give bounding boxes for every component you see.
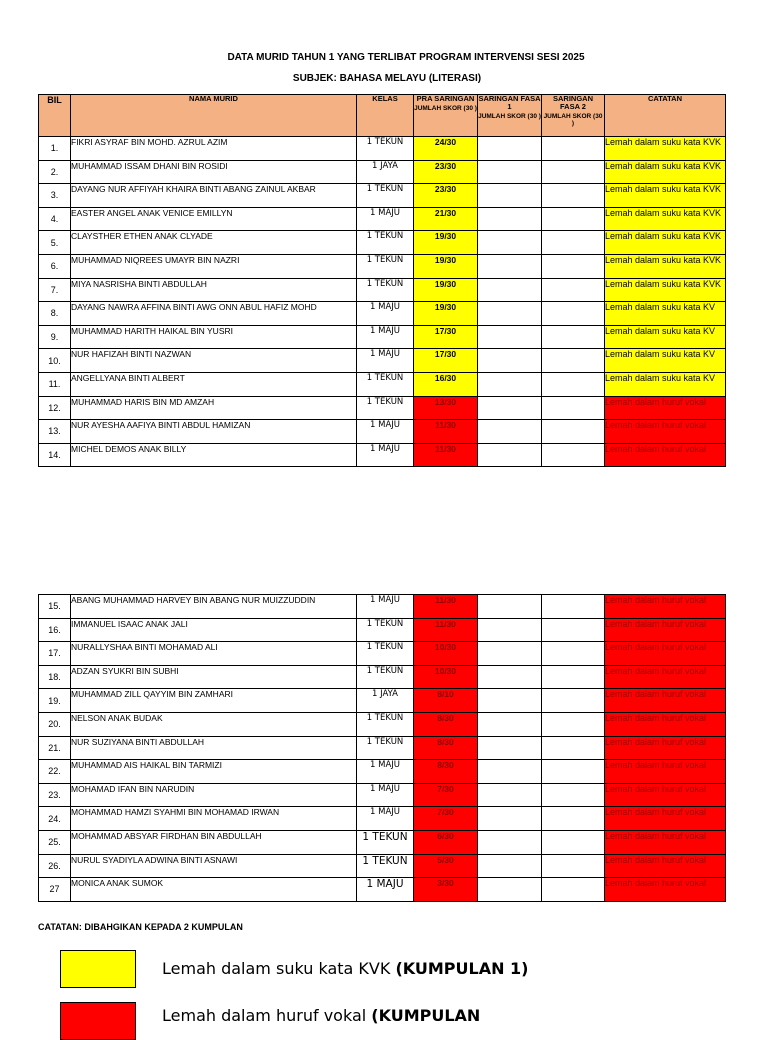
cell-kelas: 1 MAJU (357, 302, 414, 326)
table-row (39, 396, 726, 420)
cell-kelas: 1 TEKUN (357, 254, 414, 278)
cell-fasa-1 (478, 160, 542, 184)
legend-1-text: Lemah dalam suku kata KVK (162, 959, 391, 978)
cell-pra-saringan: 17/30 (414, 349, 478, 373)
cell-nama: ABANG MUHAMMAD HARVEY BIN ABANG NUR MUIZZUDDIN (71, 595, 357, 619)
table-row (39, 595, 726, 619)
table1-body (39, 137, 726, 467)
cell-pra-saringan: 8/30 (414, 712, 478, 736)
cell-fasa-1 (478, 642, 542, 666)
cell-pra-saringan: 8/10 (414, 689, 478, 713)
cell-bil: 14. (39, 443, 71, 467)
table-row (39, 278, 726, 302)
cell-nama: NUR AYESHA AAFIYA BINTI ABDUL HAMIZAN (71, 420, 357, 444)
cell-nama: IMMANUEL ISAAC ANAK JALI (71, 618, 357, 642)
cell-bil: 17. (39, 642, 71, 666)
cell-bil: 15. (39, 595, 71, 619)
cell-pra-saringan: 11/30 (414, 618, 478, 642)
cell-fasa-1 (478, 137, 542, 161)
cell-kelas: 1 TEKUN (357, 184, 414, 208)
cell-kelas: 1 TEKUN (357, 396, 414, 420)
cell-fasa-2 (542, 760, 605, 784)
cell-nama: MONICA ANAK SUMOK (71, 878, 357, 902)
cell-pra-saringan: 23/30 (414, 160, 478, 184)
table-row (39, 443, 726, 467)
cell-nama: DAYANG NUR AFFIYAH KHAIRA BINTI ABANG ZAINUL AKBAR (71, 184, 357, 208)
cell-fasa-1 (478, 443, 542, 467)
cell-fasa-2 (542, 642, 605, 666)
cell-nama: EASTER ANGEL ANAK VENICE EMILLYN (71, 207, 357, 231)
cell-nama: NUR SUZIYANA BINTI ABDULLAH (71, 736, 357, 760)
legend-label-kumpulan-2 (162, 1006, 480, 1025)
cell-catatan: Lemah dalam huruf vokal (605, 854, 726, 878)
cell-bil: 24. (39, 807, 71, 831)
cell-catatan: Lemah dalam suku kata KVK (605, 254, 726, 278)
cell-pra-saringan: 23/30 (414, 184, 478, 208)
cell-kelas: 1 MAJU (357, 807, 414, 831)
student-table-part-1 (38, 94, 726, 467)
cell-bil: 27 (39, 878, 71, 902)
cell-kelas: 1 MAJU (357, 349, 414, 373)
cell-pra-saringan: 13/30 (414, 396, 478, 420)
table-row (39, 665, 726, 689)
cell-fasa-2 (542, 231, 605, 255)
table-row (39, 137, 726, 161)
cell-nama: MUHAMMAD HARIS BIN MD AMZAH (71, 396, 357, 420)
cell-fasa-1 (478, 372, 542, 396)
cell-pra-saringan: 3/30 (414, 878, 478, 902)
cell-pra-saringan: 19/30 (414, 302, 478, 326)
cell-fasa-1 (478, 254, 542, 278)
table-row (39, 712, 726, 736)
cell-bil: 13. (39, 420, 71, 444)
cell-nama: MUHAMMAD AIS HAIKAL BIN TARMIZI (71, 760, 357, 784)
cell-pra-saringan: 10/30 (414, 642, 478, 666)
cell-fasa-1 (478, 618, 542, 642)
cell-bil: 22. (39, 760, 71, 784)
table-row (39, 736, 726, 760)
table-row (39, 642, 726, 666)
table-row (39, 302, 726, 326)
cell-nama: NELSON ANAK BUDAK (71, 712, 357, 736)
header-fasa1-sub: JUMLAH SKOR (30 ) (478, 113, 541, 120)
header-pra-label: PRA SARINGAN (416, 94, 475, 103)
cell-fasa-2 (542, 420, 605, 444)
cell-kelas: 1 TEKUN (357, 137, 414, 161)
cell-nama: ADZAN SYUKRI BIN SUBHI (71, 665, 357, 689)
cell-fasa-2 (542, 807, 605, 831)
cell-fasa-2 (542, 302, 605, 326)
cell-bil: 23. (39, 783, 71, 807)
cell-nama: MOHAMMAD ABSYAR FIRDHAN BIN ABDULLAH (71, 830, 357, 854)
cell-kelas: 1 MAJU (357, 878, 414, 902)
cell-catatan: Lemah dalam huruf vokal (605, 830, 726, 854)
cell-bil: 10. (39, 349, 71, 373)
cell-fasa-1 (478, 278, 542, 302)
table-row (39, 618, 726, 642)
cell-kelas: 1 JAYA (357, 689, 414, 713)
cell-catatan: Lemah dalam suku kata KVK (605, 184, 726, 208)
table-row (39, 807, 726, 831)
header-fasa2-label: SARINGAN FASA 2 (552, 94, 593, 111)
cell-pra-saringan: 5/30 (414, 854, 478, 878)
legend-2-bold: (KUMPULAN (371, 1006, 481, 1025)
cell-nama: MUHAMMAD ISSAM DHANI BIN ROSIDI (71, 160, 357, 184)
cell-fasa-2 (542, 595, 605, 619)
table-row (39, 783, 726, 807)
cell-fasa-2 (542, 160, 605, 184)
cell-bil: 25. (39, 830, 71, 854)
cell-fasa-1 (478, 184, 542, 208)
cell-nama: DAYANG NAWRA AFFINA BINTI AWG ONN ABUL HAFIZ MOHD (71, 302, 357, 326)
cell-bil: 16. (39, 618, 71, 642)
table-row (39, 689, 726, 713)
header-pra-saringan (414, 95, 478, 137)
header-bil: BIL (39, 95, 71, 137)
cell-fasa-2 (542, 665, 605, 689)
cell-bil: 12. (39, 396, 71, 420)
cell-fasa-2 (542, 712, 605, 736)
cell-kelas: 1 TEKUN (357, 231, 414, 255)
header-fasa2-sub: JUMLAH SKOR (30 ) (543, 113, 603, 127)
table-row (39, 372, 726, 396)
cell-fasa-1 (478, 595, 542, 619)
legend-swatch-kumpulan-2 (60, 1002, 136, 1040)
cell-catatan: Lemah dalam suku kata KVK (605, 207, 726, 231)
cell-pra-saringan: 19/30 (414, 278, 478, 302)
cell-kelas: 1 TEKUN (357, 665, 414, 689)
cell-kelas: 1 TEKUN (357, 712, 414, 736)
cell-pra-saringan: 17/30 (414, 325, 478, 349)
cell-pra-saringan: 11/30 (414, 443, 478, 467)
cell-fasa-2 (542, 278, 605, 302)
cell-fasa-1 (478, 231, 542, 255)
header-nama: NAMA MURID (71, 95, 357, 137)
cell-catatan: Lemah dalam huruf vokal (605, 618, 726, 642)
cell-nama: CLAYSTHER ETHEN ANAK CLYADE (71, 231, 357, 255)
cell-fasa-1 (478, 325, 542, 349)
cell-fasa-2 (542, 207, 605, 231)
cell-kelas: 1 TEKUN (357, 278, 414, 302)
cell-pra-saringan: 16/30 (414, 372, 478, 396)
cell-nama: MIYA NASRISHA BINTI ABDULLAH (71, 278, 357, 302)
cell-bil: 3. (39, 184, 71, 208)
cell-fasa-1 (478, 665, 542, 689)
cell-pra-saringan: 10/30 (414, 665, 478, 689)
cell-catatan: Lemah dalam huruf vokal (605, 760, 726, 784)
legend-2-text: Lemah dalam huruf vokal (162, 1006, 367, 1025)
cell-kelas: 1 TEKUN (357, 830, 414, 854)
cell-kelas: 1 MAJU (357, 420, 414, 444)
header-fasa1-label: SARINGAN FASA 1 (478, 94, 541, 111)
cell-nama: ANGELLYANA BINTI ALBERT (71, 372, 357, 396)
cell-fasa-2 (542, 349, 605, 373)
cell-nama: FIKRI ASYRAF BIN MOHD. AZRUL AZIM (71, 137, 357, 161)
cell-catatan: Lemah dalam suku kata KVK (605, 278, 726, 302)
cell-fasa-2 (542, 736, 605, 760)
table-row (39, 420, 726, 444)
cell-fasa-1 (478, 420, 542, 444)
cell-catatan: Lemah dalam huruf vokal (605, 878, 726, 902)
cell-pra-saringan: 7/30 (414, 783, 478, 807)
cell-nama: MICHEL DEMOS ANAK BILLY (71, 443, 357, 467)
cell-bil: 26. (39, 854, 71, 878)
cell-fasa-2 (542, 396, 605, 420)
cell-fasa-2 (542, 184, 605, 208)
cell-pra-saringan: 6/30 (414, 830, 478, 854)
cell-fasa-2 (542, 854, 605, 878)
table-row (39, 830, 726, 854)
cell-bil: 4. (39, 207, 71, 231)
header-fasa-1 (478, 95, 542, 137)
cell-bil: 11. (39, 372, 71, 396)
cell-bil: 5. (39, 231, 71, 255)
cell-fasa-1 (478, 807, 542, 831)
cell-fasa-1 (478, 349, 542, 373)
cell-nama: NURALLYSHAA BINTI MOHAMAD ALI (71, 642, 357, 666)
cell-nama: NUR HAFIZAH BINTI NAZWAN (71, 349, 357, 373)
table-row (39, 878, 726, 902)
header-row (39, 95, 726, 137)
cell-catatan: Lemah dalam huruf vokal (605, 736, 726, 760)
cell-catatan: Lemah dalam suku kata KV (605, 349, 726, 373)
cell-fasa-2 (542, 689, 605, 713)
cell-kelas: 1 MAJU (357, 325, 414, 349)
cell-pra-saringan: 11/30 (414, 595, 478, 619)
cell-nama: MOHAMMAD HAMZI SYAHMI BIN MOHAMAD IRWAN (71, 807, 357, 831)
cell-nama: MUHAMMAD NIQREES UMAYR BIN NAZRI (71, 254, 357, 278)
cell-kelas: 1 MAJU (357, 443, 414, 467)
cell-fasa-2 (542, 830, 605, 854)
cell-bil: 20. (39, 712, 71, 736)
cell-fasa-2 (542, 254, 605, 278)
cell-bil: 9. (39, 325, 71, 349)
table-row (39, 231, 726, 255)
cell-catatan: Lemah dalam suku kata KV (605, 302, 726, 326)
legend-swatch-kumpulan-1 (60, 950, 136, 988)
cell-kelas: 1 MAJU (357, 595, 414, 619)
table-row (39, 325, 726, 349)
cell-fasa-2 (542, 618, 605, 642)
cell-catatan: Lemah dalam huruf vokal (605, 807, 726, 831)
cell-pra-saringan: 8/30 (414, 736, 478, 760)
cell-kelas: 1 MAJU (357, 760, 414, 784)
cell-fasa-1 (478, 302, 542, 326)
subject-title: SUBJEK: BAHASA MELAYU (LITERASI) (292, 73, 482, 84)
cell-pra-saringan: 19/30 (414, 231, 478, 255)
cell-catatan: Lemah dalam huruf vokal (605, 665, 726, 689)
table-row (39, 854, 726, 878)
table-row (39, 349, 726, 373)
cell-catatan: Lemah dalam huruf vokal (605, 420, 726, 444)
cell-fasa-1 (478, 760, 542, 784)
header-catatan: CATATAN (605, 95, 726, 137)
cell-kelas: 1 TEKUN (357, 618, 414, 642)
cell-pra-saringan: 7/30 (414, 807, 478, 831)
cell-fasa-2 (542, 783, 605, 807)
cell-catatan: Lemah dalam suku kata KV (605, 325, 726, 349)
cell-pra-saringan: 21/30 (414, 207, 478, 231)
cell-bil: 18. (39, 665, 71, 689)
group-note: CATATAN: DIBAHGIKAN KEPADA 2 KUMPULAN (38, 922, 243, 932)
cell-fasa-2 (542, 443, 605, 467)
cell-catatan: Lemah dalam huruf vokal (605, 783, 726, 807)
cell-bil: 8. (39, 302, 71, 326)
cell-fasa-1 (478, 736, 542, 760)
cell-fasa-1 (478, 207, 542, 231)
table-row (39, 760, 726, 784)
legend-1-bold: (KUMPULAN 1) (395, 959, 529, 978)
cell-nama: MUHAMMAD ZILL QAYYIM BIN ZAMHARI (71, 689, 357, 713)
cell-kelas: 1 MAJU (357, 783, 414, 807)
cell-fasa-2 (542, 137, 605, 161)
cell-fasa-1 (478, 783, 542, 807)
table2-body (39, 595, 726, 902)
cell-nama: NURUL SYADIYLA ADWINA BINTI ASNAWI (71, 854, 357, 878)
cell-catatan: Lemah dalam huruf vokal (605, 595, 726, 619)
cell-pra-saringan: 19/30 (414, 254, 478, 278)
header-fasa-2 (542, 95, 605, 137)
cell-fasa-1 (478, 854, 542, 878)
cell-catatan: Lemah dalam huruf vokal (605, 642, 726, 666)
table-row (39, 184, 726, 208)
cell-bil: 1. (39, 137, 71, 161)
header-pra-sub: JUMLAH SKOR (30 ) (414, 105, 477, 112)
legend-label-kumpulan-1 (162, 959, 528, 978)
cell-pra-saringan: 24/30 (414, 137, 478, 161)
cell-catatan: Lemah dalam suku kata KVK (605, 137, 726, 161)
cell-kelas: 1 TEKUN (357, 736, 414, 760)
table-row (39, 254, 726, 278)
cell-pra-saringan: 11/30 (414, 420, 478, 444)
cell-bil: 2. (39, 160, 71, 184)
cell-catatan: Lemah dalam huruf vokal (605, 689, 726, 713)
cell-fasa-1 (478, 878, 542, 902)
cell-catatan: Lemah dalam suku kata KV (605, 372, 726, 396)
cell-catatan: Lemah dalam huruf vokal (605, 443, 726, 467)
cell-fasa-2 (542, 878, 605, 902)
table-row (39, 207, 726, 231)
cell-bil: 19. (39, 689, 71, 713)
table-row (39, 160, 726, 184)
cell-bil: 6. (39, 254, 71, 278)
cell-nama: MOHAMAD IFAN BIN NARUDIN (71, 783, 357, 807)
document-title: DATA MURID TAHUN 1 YANG TERLIBAT PROGRAM INTERVENSI SESI 2025 (227, 52, 585, 63)
cell-kelas: 1 JAYA (357, 160, 414, 184)
cell-nama: MUHAMMAD HARITH HAIKAL BIN YUSRI (71, 325, 357, 349)
cell-fasa-1 (478, 830, 542, 854)
cell-catatan: Lemah dalam huruf vokal (605, 396, 726, 420)
cell-fasa-1 (478, 689, 542, 713)
cell-bil: 21. (39, 736, 71, 760)
cell-kelas: 1 TEKUN (357, 372, 414, 396)
cell-kelas: 1 TEKUN (357, 854, 414, 878)
cell-pra-saringan: 8/30 (414, 760, 478, 784)
cell-fasa-2 (542, 325, 605, 349)
cell-kelas: 1 MAJU (357, 207, 414, 231)
cell-catatan: Lemah dalam huruf vokal (605, 712, 726, 736)
cell-catatan: Lemah dalam suku kata KVK (605, 160, 726, 184)
cell-bil: 7. (39, 278, 71, 302)
cell-fasa-1 (478, 712, 542, 736)
header-kelas: KELAS (357, 95, 414, 137)
student-table-part-2 (38, 594, 726, 902)
cell-fasa-2 (542, 372, 605, 396)
cell-catatan: Lemah dalam suku kata KVK (605, 231, 726, 255)
cell-kelas: 1 TEKUN (357, 642, 414, 666)
cell-fasa-1 (478, 396, 542, 420)
